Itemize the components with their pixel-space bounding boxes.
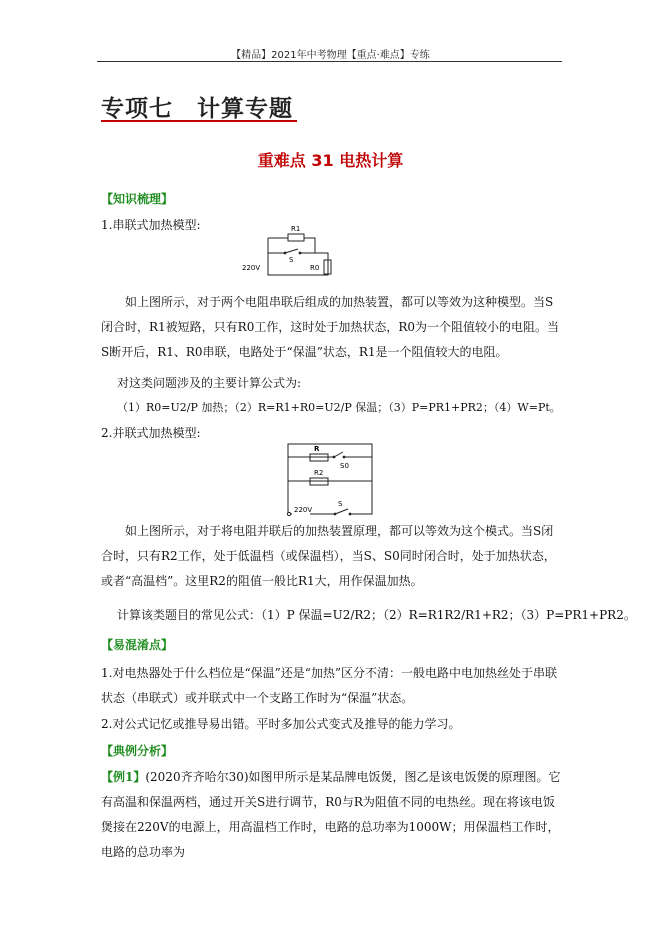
title-underline [101, 120, 297, 122]
header-divider [97, 61, 562, 62]
circuit-label-s: S [289, 256, 294, 264]
series-circuit-diagram [240, 220, 340, 284]
example-label: 【例1】 [101, 770, 146, 784]
section-examples: 【典例分析】 [101, 744, 174, 758]
section-knowledge: 【知识梳理】 [101, 192, 174, 206]
example-text: (2020齐齐哈尔30)如图甲所示是某品牌电饭煲，图乙是该电饭煲的原理图。它有高温和保温两档，通过开关S进行调节，R0与R为阻值不同的电热丝。现在将该电饭煲接在220V的电源上，用高温档工作时，电路的总功率为1000W；用保温档工作时，电路的总功率为 [101, 770, 561, 859]
parallel-model-paragraph: 如上图所示，对于将电阻并联后的加热装置原理，都可以等效为这个模式。当S闭合时，只有R2工作，处于低温档（或保温档），当S、S0同时闭合时，处于加热状态，或者“高温档”。这里R2的阻值一般比R1大，用作保温加热。 [101, 524, 556, 588]
section-mistakes: 【易混淆点】 [101, 638, 174, 652]
circuit-label-r1: R1 [291, 225, 301, 233]
circuit-label-r2: R2 [314, 469, 324, 477]
mistake-item-2: 2.对公式记忆或推导易出错。平时多加公式变式及推导的能力学习。 [101, 717, 461, 731]
circuit-label-s-parallel: S [338, 500, 343, 508]
parallel-circuit-diagram [280, 440, 380, 520]
series-model-heading: 1.串联式加热模型: [101, 218, 201, 232]
circuit-label-s0: S0 [340, 462, 349, 470]
series-model-paragraph: 如上图所示，对于两个电阻串联后组成的加热装置，都可以等效为这种模型。当S闭合时，R1被短路，只有R0工作，这时处于加热状态，R0为一个阻值较小的电阻。当S断开后，R1、R0串联，电路处于“保温”状态，R1是一个阻值较大的电阻。 [101, 295, 560, 359]
example-1 [101, 765, 563, 865]
series-formula-intro: 对这类问题涉及的主要计算公式为: [117, 376, 302, 390]
circuit-label-voltage-parallel: 220V [294, 506, 313, 514]
page-header: 【精品】2021年中考物理【重点·难点】专练 [231, 50, 430, 61]
circuit-label-r: R [314, 445, 320, 453]
parallel-model-heading: 2.并联式加热模型: [101, 426, 201, 440]
page-title: 专项七 计算专题 [101, 96, 293, 122]
circuit-label-r0: R0 [310, 264, 320, 272]
section-subtitle: 重难点 31 电热计算 [257, 151, 404, 170]
parallel-formula-intro: 计算该类题目的常见公式：（1）P 保温=U2/R2；（2）R=R1R2/R1+R2；（3）P=PR1+PR2。 [117, 608, 636, 622]
series-formulas: （1）R0=U2/P 加热；（2）R=R1+R0=U2/P 保温；（3）P=PR1+PR2；（4）W=Pt。 [117, 401, 561, 414]
circuit-label-voltage: 220V [242, 264, 261, 272]
mistake-item-1: 1.对电热器处于什么档位是“保温”还是“加热”区分不清：一般电路中电加热丝处于串联状态（串联式）或并联式中一个支路工作时为“保温”状态。 [101, 666, 557, 705]
